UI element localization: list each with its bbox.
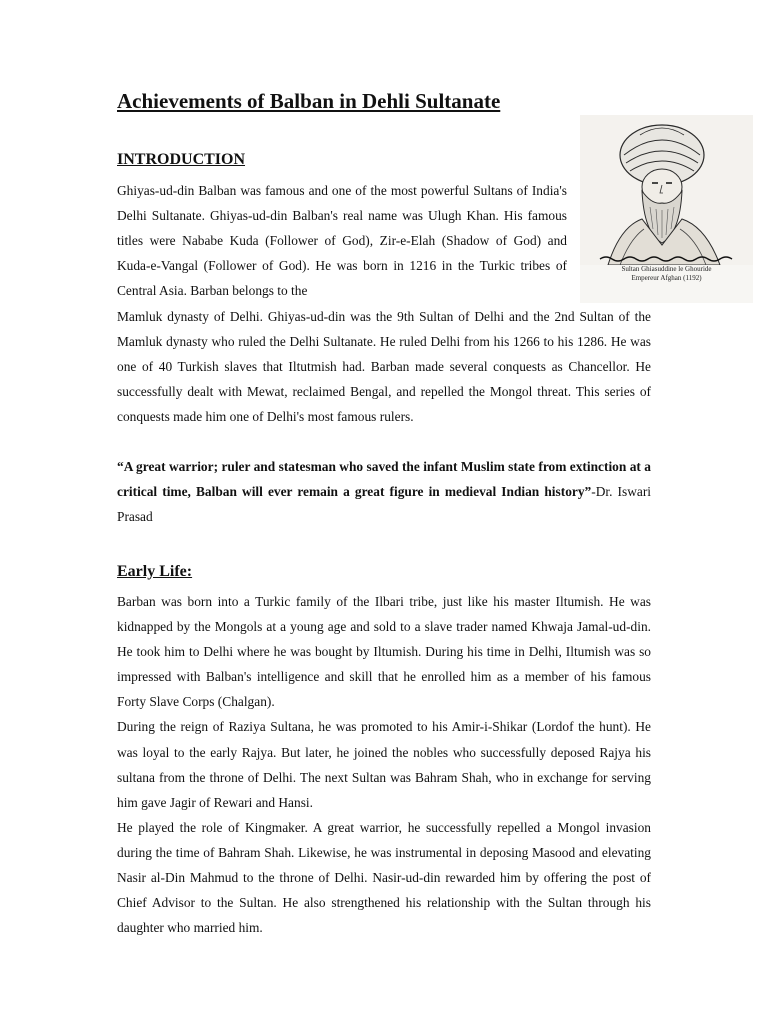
portrait-caption: [580, 265, 753, 283]
quote-text: “A great warrior; ruler and statesman who saved the infant Muslim state from extinction at a critical time, Balban will ever remain a great figure in medieval Indian history”: [117, 459, 651, 500]
portrait-drawing: [580, 115, 753, 265]
early-life-paragraph-2: During the reign of Raziya Sultana, he was promoted to his Amir-i-Shikar (Lordof the hunt). He was loyal to the early Rajya. But later, he joined the nobles who successfully deposed Rajya his sultana from the throne of Delhi. The next Sultan was Bahram Shah, who in exchange for serving him gave Jagir of Rewari and Hansi.: [117, 719, 651, 810]
introduction-text-part2: Mamluk dynasty of Delhi. Ghiyas-ud-din was the 9th Sultan of Delhi and the 2nd Sultan of the Mamluk dynasty who ruled the Delhi Sultanate. He ruled Delhi from his 1266 to his 1286. He was one of 40 Turkish slaves that Iltutmish had. Barban made several conquests as Chancellor. He successfully dealt with Mewat, reclaimed Bengal, and repelled the Mongol threat. This series of conquests made him one of Delhi's most famous rulers.: [117, 309, 651, 425]
early-life-section: [117, 589, 651, 940]
introduction-heading: INTRODUCTION: [117, 151, 246, 168]
document-title: Achievements of Balban in Dehli Sultanate: [117, 89, 501, 113]
quote-attribution: -Dr. Iswari Prasad: [117, 484, 651, 525]
portrait-caption-line1: Sultan Ghiasuddine le Ghouride: [621, 265, 712, 273]
portrait-caption-line2: Empereur Afghan (1192): [631, 274, 702, 282]
quote-paragraph: [117, 454, 651, 529]
early-life-heading: Early Life:: [117, 563, 193, 580]
historian-quote: [117, 454, 651, 529]
early-life-paragraph-3: He played the role of Kingmaker. A great warrior, he successfully repelled a Mongol invasion during the time of Bahram Shah. Likewise, he was instrumental in deposing Masood and elevating Nasir al-Din Mahmud to the throne of Delhi. Nasir-ud-din rewarded him by offering the post of Chief Advisor to the Sultan. He also strengthened his relationship with the Sultan through his daughter who married him.: [117, 819, 651, 936]
introduction-text-part1: Ghiyas-ud-din Balban was famous and one of the most powerful Sultans of India's Delhi Sultanate. Ghiyas-ud-din Balban's real name was Ulugh Khan. His famous titles were Nababe Kuda (Follower of God), Zir-e-Elah (Shadow of God) and Kuda-e-Vangal (Follower of God). He was born in 1216 in the Turkic tribes of Central Asia. Barban belongs to the: [117, 183, 567, 299]
introduction-paragraph-continued: [117, 304, 651, 429]
early-life-paragraph-1: Barban was born into a Turkic family of the Ilbari tribe, just like his master Iltumish. He was kidnapped by the Mongols at a young age and sold to a slave trader named Khwaja Jamal-ud-din. He took him to Delhi where he was bought by Iltumish. During his time in Delhi, Iltumish was so impressed with Balban's intelligence and skill that he enrolled him as a member of his famous Forty Slave Corps (Chalgan).: [117, 594, 651, 710]
sultan-portrait-image: [580, 115, 753, 303]
introduction-paragraph-wrapped: [117, 178, 567, 303]
